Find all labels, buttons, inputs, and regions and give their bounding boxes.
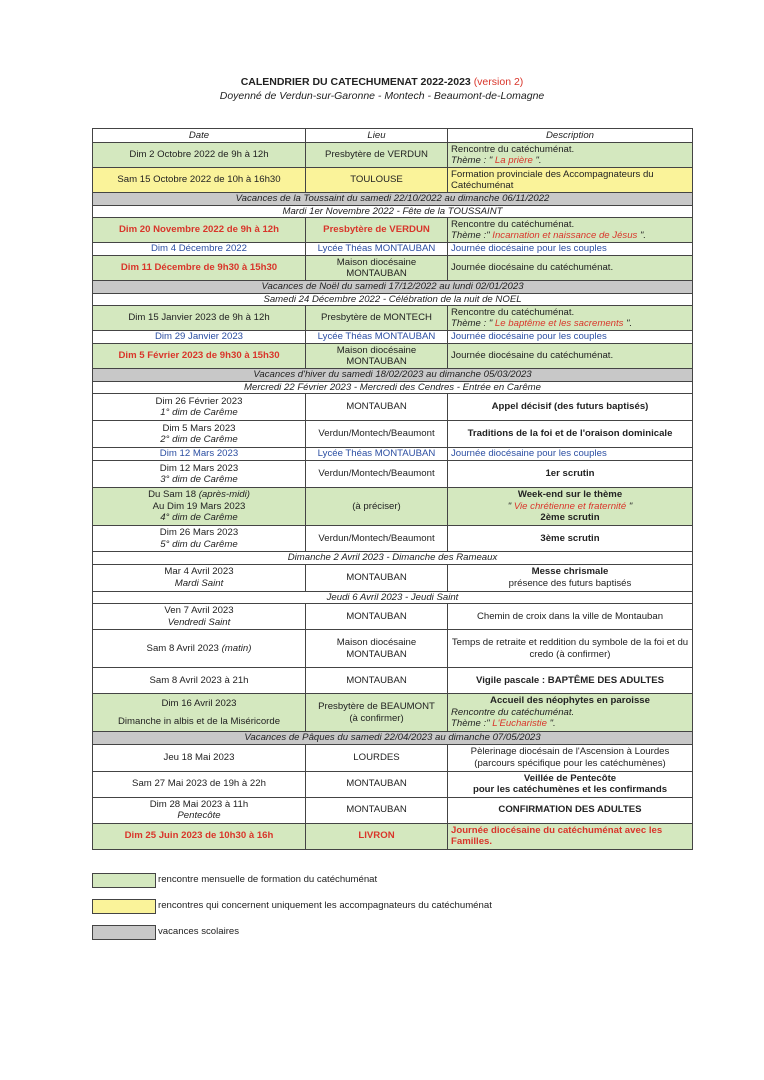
date-cell: Dim 29 Janvier 2023 bbox=[93, 331, 306, 344]
quote-open: " bbox=[507, 500, 512, 512]
feast-banner: Jeudi 6 Avril 2023 - Jeudi Saint bbox=[93, 591, 693, 604]
holiday-banner: Vacances d'hiver du samedi 18/02/2023 au dimanche 05/03/2023 bbox=[93, 369, 693, 382]
description-cell: Appel décisif (des futurs baptisés) bbox=[448, 394, 693, 421]
table-row bbox=[93, 771, 693, 797]
lieu-cell: LIVRON bbox=[306, 823, 448, 849]
date-cell bbox=[93, 461, 306, 488]
banner-row bbox=[93, 552, 693, 565]
theme-end: ". bbox=[626, 318, 633, 329]
feast-banner: Mardi 1er Novembre 2022 - Fête de la TOUSSAINT bbox=[93, 205, 693, 218]
theme-end: ". bbox=[640, 230, 647, 241]
date-cell: Sam 15 Octobre 2022 de 10h à 16h30 bbox=[93, 168, 306, 193]
table-row bbox=[93, 744, 693, 771]
lieu-cell bbox=[306, 630, 448, 668]
table-row bbox=[93, 448, 693, 461]
description-cell: Chemin de croix dans la ville de Montauban bbox=[448, 604, 693, 630]
description-cell: 1er scrutin bbox=[448, 461, 693, 488]
title-version: (version 2) bbox=[473, 76, 524, 88]
date-cell bbox=[93, 394, 306, 421]
table-row bbox=[93, 168, 693, 193]
lieu-cell: MONTAUBAN bbox=[306, 564, 448, 591]
description-cell: CONFIRMATION DES ADULTES bbox=[448, 797, 693, 823]
table-row bbox=[93, 630, 693, 668]
date-cell bbox=[93, 421, 306, 448]
table-row bbox=[93, 331, 693, 344]
banner-row bbox=[93, 281, 693, 294]
lieu-cell bbox=[306, 344, 448, 369]
date-line: Au Dim 19 Mars 2023 bbox=[152, 500, 246, 512]
table-row bbox=[93, 461, 693, 488]
date-cell bbox=[93, 564, 306, 591]
date-line: Du Sam 18 bbox=[148, 489, 199, 501]
date-cell bbox=[93, 604, 306, 630]
date-cell: Sam 27 Mai 2023 de 19h à 22h bbox=[93, 771, 306, 797]
date-cell bbox=[93, 630, 306, 668]
description-cell: Journée diocésaine du catéchuménat. bbox=[448, 344, 693, 369]
date-cell: Dim 25 Juin 2023 de 10h30 à 16h bbox=[93, 823, 306, 849]
description-line: Messe chrismale bbox=[531, 566, 609, 577]
date-line: Dim 28 Mai 2023 à 11h bbox=[149, 798, 249, 810]
description-cell: Journée diocésaine pour les couples bbox=[448, 243, 693, 256]
description-cell: Journée diocésaine du catéchuménat avec les Familles. bbox=[448, 823, 693, 849]
description-line: Veillée de Pentecôte bbox=[523, 772, 617, 784]
table-row bbox=[93, 394, 693, 421]
legend-swatch-gray bbox=[92, 925, 156, 940]
theme-value: L'Eucharistie bbox=[489, 718, 550, 730]
description-cell: Traditions de la foi et de l'oraison dominicale bbox=[448, 421, 693, 448]
description-cell: Journée diocésaine pour les couples bbox=[448, 448, 693, 461]
table-row bbox=[93, 143, 693, 168]
description-cell bbox=[448, 771, 693, 797]
description-cell: Vigile pascale : BAPTÊME DES ADULTES bbox=[448, 668, 693, 694]
theme-value: La prière bbox=[492, 155, 536, 166]
page-subtitle: Doyenné de Verdun-sur-Garonne - Montech - Beaumont-de-Lomagne bbox=[219, 90, 545, 102]
lieu-line: MONTAUBAN bbox=[346, 356, 407, 367]
lieu-cell: Presbytère de VERDUN bbox=[306, 143, 448, 168]
description-line: pour les catéchumènes et les confirmands bbox=[472, 784, 668, 795]
theme-value: Incarnation et naissance de Jésus bbox=[489, 230, 641, 241]
description-line: Rencontre du catéchuménat. bbox=[451, 706, 575, 718]
table-row bbox=[93, 421, 693, 448]
lieu-cell: MONTAUBAN bbox=[306, 394, 448, 421]
lieu-cell: LOURDES bbox=[306, 744, 448, 771]
table-row bbox=[93, 526, 693, 552]
lieu-cell: MONTAUBAN bbox=[306, 668, 448, 694]
lieu-line: MONTAUBAN bbox=[346, 268, 407, 279]
date-line: Dim 16 Avril 2023 bbox=[161, 698, 237, 709]
date-cell: Dim 20 Novembre 2022 de 9h à 12h bbox=[93, 218, 306, 243]
date-cell: Sam 8 Avril 2023 à 21h bbox=[93, 668, 306, 694]
description-cell bbox=[448, 306, 693, 331]
date-cell: Dim 5 Février 2023 de 9h30 à 15h30 bbox=[93, 344, 306, 369]
lieu-cell: Lycée Théas MONTAUBAN bbox=[306, 331, 448, 344]
table-row bbox=[93, 604, 693, 630]
table-row bbox=[93, 564, 693, 591]
description-cell: Formation provinciale des Accompagnateurs du Catéchuménat bbox=[448, 168, 693, 193]
page-title bbox=[0, 76, 764, 88]
date-subline: 2° dim de Carême bbox=[160, 434, 238, 445]
lieu-cell: MONTAUBAN bbox=[306, 771, 448, 797]
description-cell bbox=[448, 143, 693, 168]
description-line: Rencontre du catéchuménat. bbox=[451, 218, 575, 230]
legend-label-green: rencontre mensuelle de formation du catéchuménat bbox=[158, 874, 378, 885]
date-cell: Dim 11 Décembre de 9h30 à 15h30 bbox=[93, 256, 306, 281]
lieu-line: Maison diocésaine bbox=[336, 256, 417, 268]
theme-value: Vie chrétienne et fraternité bbox=[511, 500, 629, 512]
table-row bbox=[93, 344, 693, 369]
table-row bbox=[93, 668, 693, 694]
table-row bbox=[93, 694, 693, 732]
feast-banner: Mercredi 22 Février 2023 - Mercredi des Cendres - Entrée en Carême bbox=[93, 381, 693, 394]
description-line: Rencontre du catéchuménat. bbox=[451, 306, 575, 318]
theme-end: ". bbox=[549, 718, 556, 730]
title-text: CALENDRIER DU CATECHUMENAT 2022-2023 bbox=[240, 76, 471, 88]
banner-row bbox=[93, 381, 693, 394]
description-cell bbox=[448, 218, 693, 243]
date-cell: Jeu 18 Mai 2023 bbox=[93, 744, 306, 771]
feast-banner: Dimanche 2 Avril 2023 - Dimanche des Rameaux bbox=[93, 552, 693, 565]
description-cell: Journée diocésaine pour les couples bbox=[448, 331, 693, 344]
date-subline: 3° dim de Carême bbox=[160, 474, 238, 485]
banner-row bbox=[93, 193, 693, 206]
banner-row bbox=[93, 293, 693, 306]
date-subline: Dimanche in albis et de la Miséricorde bbox=[117, 715, 281, 727]
calendar-table bbox=[92, 128, 693, 850]
lieu-cell bbox=[306, 256, 448, 281]
lieu-line: Maison diocésaine bbox=[336, 637, 417, 648]
theme-label: Thème :" bbox=[451, 230, 490, 241]
description-cell bbox=[448, 694, 693, 732]
description-cell bbox=[448, 488, 693, 526]
holiday-banner: Vacances de Noël du samedi 17/12/2022 au lundi 02/01/2023 bbox=[93, 281, 693, 294]
lieu-cell: Verdun/Montech/Beaumont bbox=[306, 526, 448, 552]
date-line: Ven 7 Avril 2023 bbox=[164, 605, 234, 616]
date-cell: Dim 12 Mars 2023 bbox=[93, 448, 306, 461]
date-subline: Mardi Saint bbox=[174, 577, 224, 589]
date-cell: Dim 15 Janvier 2023 de 9h à 12h bbox=[93, 306, 306, 331]
lieu-cell: Presbytère de MONTECH bbox=[306, 306, 448, 331]
table-row bbox=[93, 243, 693, 256]
banner-row bbox=[93, 732, 693, 745]
holiday-banner: Vacances de Pâques du samedi 22/04/2023 au dimanche 07/05/2023 bbox=[93, 732, 693, 745]
holiday-banner: Vacances de la Toussaint du samedi 22/10/2022 au dimanche 06/11/2022 bbox=[93, 193, 693, 206]
lieu-cell: TOULOUSE bbox=[306, 168, 448, 193]
date-subline: 1° dim de Carême bbox=[160, 407, 238, 418]
theme-label: Thème : " bbox=[451, 318, 493, 329]
lieu-line: Maison diocésaine bbox=[336, 344, 417, 356]
date-line: Dim 26 Mars 2023 bbox=[159, 527, 239, 538]
date-subline: 4° dim de Carême bbox=[160, 512, 238, 524]
lieu-line: (à confirmer) bbox=[349, 712, 404, 724]
description-cell: Journée diocésaine du catéchuménat. bbox=[448, 256, 693, 281]
description-line: 2ème scrutin bbox=[540, 512, 600, 524]
date-note: (après-midi) bbox=[198, 489, 250, 501]
banner-row bbox=[93, 369, 693, 382]
date-line: Dim 26 Février 2023 bbox=[155, 395, 243, 407]
lieu-cell: Lycée Théas MONTAUBAN bbox=[306, 243, 448, 256]
description-line: Rencontre du catéchuménat. bbox=[451, 143, 575, 155]
lieu-cell: MONTAUBAN bbox=[306, 797, 448, 823]
description-line: Week-end sur le thème bbox=[517, 489, 623, 501]
lieu-cell: Verdun/Montech/Beaumont bbox=[306, 461, 448, 488]
date-subline: Pentecôte bbox=[177, 810, 221, 821]
column-header-lieu: Lieu bbox=[306, 129, 448, 143]
legend-label-yellow: rencontres qui concernent uniquement les accompagnateurs du catéchuménat bbox=[158, 900, 492, 911]
date-cell bbox=[93, 694, 306, 732]
description-cell: Temps de retraite et reddition du symbole de la foi et du credo (à confirmer) bbox=[448, 630, 693, 668]
table-row bbox=[93, 823, 693, 849]
column-header-date: Date bbox=[93, 129, 306, 143]
date-cell: Dim 2 Octobre 2022 de 9h à 12h bbox=[93, 143, 306, 168]
lieu-cell bbox=[306, 694, 448, 732]
theme-value: Le baptême et les sacrements bbox=[492, 318, 627, 329]
legend-label-gray: vacances scolaires bbox=[158, 926, 240, 937]
table-row bbox=[93, 256, 693, 281]
date-cell bbox=[93, 797, 306, 823]
description-cell: 3ème scrutin bbox=[448, 526, 693, 552]
lieu-line: MONTAUBAN bbox=[346, 648, 407, 660]
lieu-cell: Verdun/Montech/Beaumont bbox=[306, 421, 448, 448]
theme-label: Thème :" bbox=[451, 718, 490, 730]
lieu-cell: Presbytère de VERDUN bbox=[306, 218, 448, 243]
table-row bbox=[93, 797, 693, 823]
table-row bbox=[93, 488, 693, 526]
legend-swatch-yellow bbox=[92, 899, 156, 914]
theme-label: Thème : " bbox=[451, 155, 493, 166]
table-row bbox=[93, 218, 693, 243]
feast-banner: Samedi 24 Décembre 2022 - Célébration de la nuit de NOEL bbox=[93, 293, 693, 306]
date-cell: Dim 4 Décembre 2022 bbox=[93, 243, 306, 256]
date-cell bbox=[93, 488, 306, 526]
lieu-cell: Lycée Théas MONTAUBAN bbox=[306, 448, 448, 461]
description-line: présence des futurs baptisés bbox=[508, 577, 632, 589]
banner-row bbox=[93, 591, 693, 604]
table-row bbox=[93, 306, 693, 331]
date-line: Dim 12 Mars 2023 bbox=[159, 462, 239, 474]
lieu-cell: (à préciser) bbox=[306, 488, 448, 526]
date-cell bbox=[93, 526, 306, 552]
legend-swatch-green bbox=[92, 873, 156, 888]
date-note: (matin) bbox=[221, 642, 252, 654]
date-subline: 5° dim du Carême bbox=[160, 538, 238, 550]
theme-end: ". bbox=[535, 155, 542, 166]
date-subline: Vendredi Saint bbox=[167, 616, 231, 628]
lieu-cell: MONTAUBAN bbox=[306, 604, 448, 630]
description-cell bbox=[448, 564, 693, 591]
date-line: Dim 5 Mars 2023 bbox=[162, 422, 236, 434]
banner-row bbox=[93, 205, 693, 218]
description-cell: Pèlerinage diocésain de l'Ascension à Lourdes (parcours spécifique pour les catéchumènes) bbox=[448, 744, 693, 771]
date-line: Mar 4 Avril 2023 bbox=[164, 566, 234, 577]
description-line: Accueil des néophytes en paroisse bbox=[490, 695, 650, 707]
date-line: Sam 8 Avril 2023 bbox=[146, 642, 222, 654]
lieu-line: Presbytère de BEAUMONT bbox=[318, 701, 435, 712]
column-header-description: Description bbox=[448, 129, 693, 143]
table-header-row bbox=[93, 129, 693, 143]
quote-close: " bbox=[628, 500, 633, 512]
